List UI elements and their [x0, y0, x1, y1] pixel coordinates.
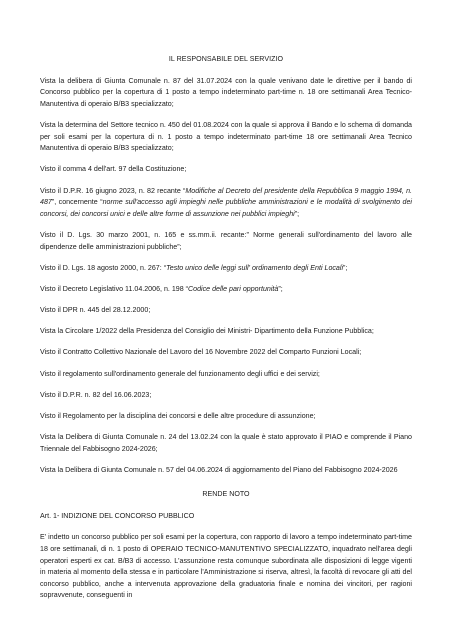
dpr-82-mid: ”, concernente “: [51, 198, 103, 207]
paragraph-regolamento-uffici: Visto il regolamento sull'ordinamento generale del funzionamento degli uffici e dei servizi;: [40, 369, 320, 378]
article-body: E' indetto un concorso pubblico per soli esami per la copertura, con rapporto di lavoro a tempo indeterminato part-time 18 ore settimanali, di n. 1 posto di OPERAIO TECNICO-MANUTENTIVO SPECIALIZZATO, inquadrato nell'area degli operatori esperti ex cat. B/B3 di accesso. L'assunzione resta comunque subordinata alle disposizioni di legge vigenti in materia al momento della stessa e in particolare l'Amministrazione si riserva, altresì, la facoltà di revocare gli atti del concorso pubblico, anche a intervenuta approvazione della graduatoria finale e nomina dei vincitori, per ragioni sopravvenute, conseguenti in: [40, 533, 412, 600]
paragraph-dlgs-165: Visto il D. Lgs. 30 marzo 2001, n. 165 e ss.mm.ii. recante:” Norme generali sull'ordinamento del lavoro alle dipendenze delle amministrazioni pubbliche”;: [40, 230, 412, 251]
article-title: Art. 1- INDIZIONE DEL CONCORSO PUBBLICO: [40, 512, 195, 521]
paragraph-dpr-82-2023: Visto il D.P.R. n. 82 del 16.06.2023;: [40, 390, 152, 399]
dpr-82-italic-title: Modifiche al Decreto del presidente della Repubblica 9 maggio 1994, n. 487: [40, 186, 413, 207]
dlgs-198-pre: Visto il Decreto Legislativo 11.04.2006, n. 198 “: [40, 284, 189, 293]
paragraph-delibera-57: Vista la Delibera di Giunta Comunale n. 57 del 04.06.2024 di aggiornamento del Piano del Fabbisogno 2024-2026: [40, 465, 398, 474]
paragraph-delibera-87: Vista la delibera di Giunta Comunale n. 87 del 31.07.2024 con la quale venivano date le direttive per il bando di Concorso pubblico per la copertura di 1 posto a tempo indeterminato part-time n. 18 ore settimanali Area Tecnico-Manutentiva di operaio B/B3 specializzato;: [40, 76, 412, 108]
paragraph-dlgs-198: [40, 284, 412, 296]
dpr-82-italic-subject: norme sull'accesso agli impieghi nelle pubbliche amministrazioni e le modalità di svolgimento dei concorsi, dei concorsi unici e delle altre forme di assunzione nei pubblici impieghi: [40, 198, 412, 218]
dlgs-267-italic-title: Testo unico delle leggi sull' ordinamento degli Enti Locali: [166, 263, 344, 272]
paragraph-dpr-82: [40, 186, 412, 221]
paragraph-costituzione: Visto il comma 4 dell'art. 97 della Costituzione;: [40, 165, 187, 174]
dlgs-267-post: ”;: [343, 263, 348, 272]
paragraph-regolamento-concorsi: Visto il Regolamento per la disciplina dei concorsi e delle altre procedure di assunzione;: [40, 412, 316, 420]
paragraph-determina-450: Vista la determina del Settore tecnico n. 450 del 01.08.2024 con la quale si approva il Bando e lo schema di domanda per soli esami per la copertura di n. 1 posto a tempo indeterminato part-time 18 ore settimanali Area Tecnico Manutentiva di operaio B/B3 specializzato;: [40, 120, 412, 153]
dpr-82-post: ”;: [294, 209, 300, 218]
paragraph-dpr-445: Visto il DPR n. 445 del 28.12.2000;: [40, 306, 151, 315]
paragraph-dlgs-267: [40, 263, 412, 275]
dlgs-198-italic-title: Codice delle pari opportunità: [188, 284, 279, 293]
paragraph-circolare: Vista la Circolare 1/2022 della Presidenza del Consiglio dei Ministri- Dipartimento della Funzione Pubblica;: [40, 327, 374, 336]
paragraph-ccnl: Visto il Contratto Collettivo Nazionale del Lavoro del 16 Novembre 2022 del Comparto Funzioni Locali;: [40, 348, 362, 357]
page-heading: IL RESPONSABILE DEL SERVIZIO: [168, 55, 284, 63]
dpr-82-pre: Visto il D.P.R. 16 giugno 2023, n. 82 recante “: [40, 186, 186, 195]
paragraph-delibera-24: Vista la Delibera di Giunta Comunale n. 24 del 13.02.24 con la quale è stato approvato il PIAO e comprende il Piano Triennale del Fabbisogno 2024-2026;: [40, 433, 412, 453]
rende-noto-heading: RENDE NOTO: [202, 489, 250, 498]
dlgs-198-post: ”;: [278, 284, 283, 293]
dlgs-267-pre: Visto il D. Lgs. 18 agosto 2000, n. 267: “: [40, 263, 167, 272]
